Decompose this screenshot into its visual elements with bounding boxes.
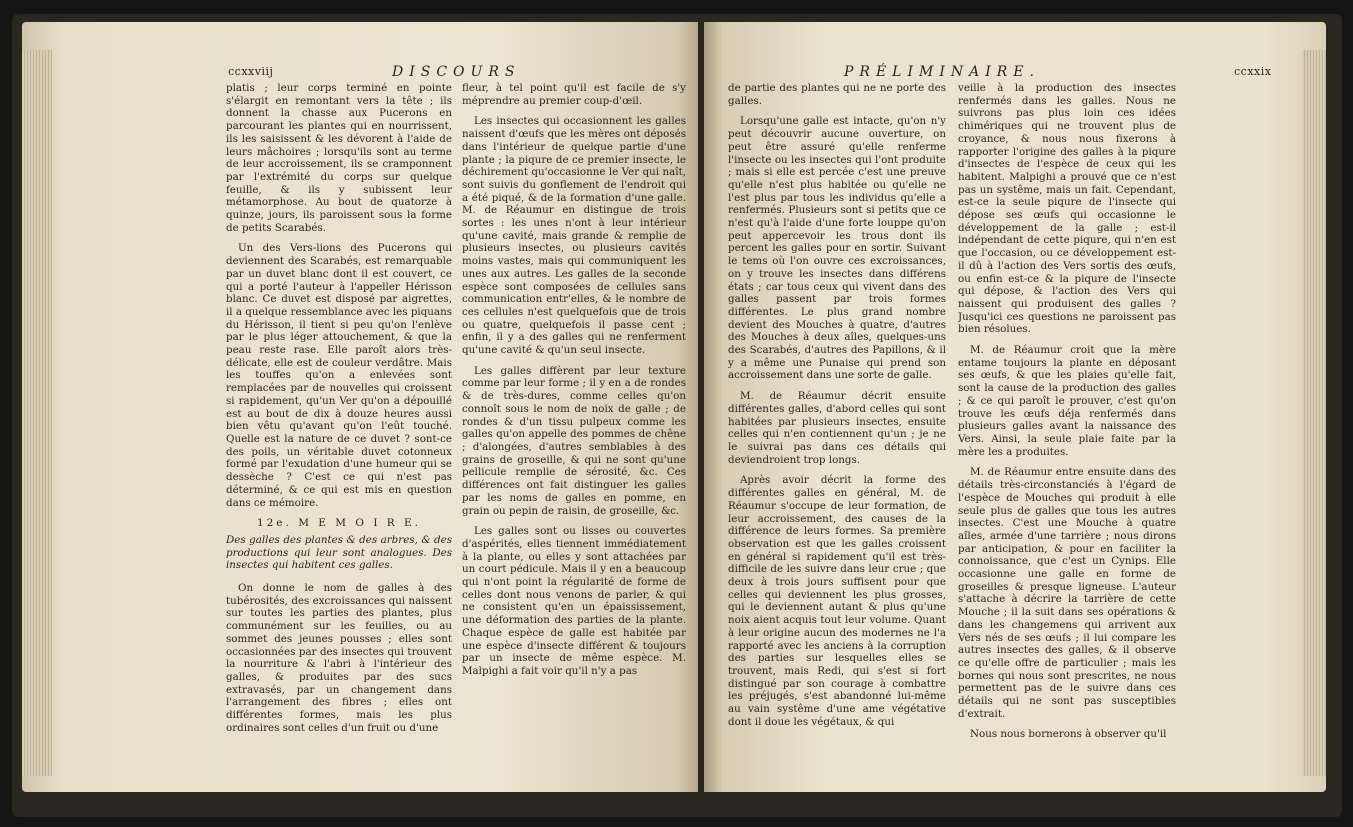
left-page-header (228, 64, 273, 79)
paragraph: M. de Réaumur décrit ensuite différentes galles, d'abord celles qui sont habitées par plusieurs insectes, ensuite celles qui n'en contiennent qu'un ; je ne le suivrai pas dans ces détails qui deviendroient trop longs. (728, 390, 946, 466)
right-running-head-wrap (844, 64, 1040, 80)
section-title: Des galles des plantes & des arbres, & des productions qui leur sont analogues. Des insectes qui habitent ces galles. (226, 533, 452, 572)
paragraph: Les insectes qui occasionnent les galles naissent d'œufs que les mères ont déposés dans l'intérieur de quelque partie d'une plante ; la piqure de ce premier insecte, le déchirement qu'occasionne le Ver qui naît, sont suivis du gonflement de l'endroit qui a été piqué, & de la formation d'une galle. M. de Réaumur en distingue de trois sortes : les unes n'ont à leur intérieur qu'une cavité, mais grande & remplie de plusieurs insectes, ou plusieurs cavités moins vastes, mais qui communiquent les unes aux autres. Les galles de la seconde espèce sont composées de cellules sans communication entr'elles, & le nombre de ces cellules n'est quelquefois que de trois ou quatre, quelquefois il passe cent ; enfin, il y a des galles qui ne renferment qu'une cavité & qu'un seul insecte. (462, 115, 686, 357)
paragraph: platis ; leur corps terminé en pointe s'élargit en remontant vers la tête ; ils donnent la chasse aux Pucerons en parcourant les plantes qui en nourrissent, ils les saisissent & les dévorent à l'aide de leurs mâchoires ; lorsqu'ils sont au terme de leur accroissement, ils se cramponnent par l'extrémité du corps sur quelque feuille, & ils y subissent leur métamorphose. Au bout de quatorze à quinze, jours, ils paroissent sous la forme de petits Scarabés. (226, 82, 452, 234)
paragraph: Après avoir décrit la forme des différentes galles en général, M. de Réaumur s'occupe de leur formation, de leur accroissement, des causes de la différence de leurs formes. Sa première observation est que les galles croissent en général si rapidement qu'il est très-difficile de les suivre dans leur crue ; que deux à trois jours suffisent pour que celles qui deviennent les plus grosses, qui le deviennent autant & plus qu'une noix aient acquis tout leur volume. Quant à leur origine aucun des modernes ne l'a rapporté avec les anciens à la corruption des parties sur lesquelles elles se trouvent, mais Redi, qui s'est si fort distingué par son courage à combattre les préjugés, s'est abandonné lui-même au vain systême d'une ame végétative dont il doue les végétaux, & qui (728, 474, 946, 728)
left-column-2 (462, 82, 686, 782)
paragraph: Un des Vers-lions des Pucerons qui deviennent des Scarabés, est remarquable par un duvet blanc dont il est couvert, ce qui a porté l'auteur à l'appeller Hérisson blanc. Ce duvet est disposé par aigrettes, il a quelque ressemblance avec les piquans du Hérisson, il tient si peu qu'on l'enlève par le plus léger attouchement, & que la peau reste rase. Elle paroît alors très-délicate, elle est de couleur verdâtre. Mais les touffes qu'on a enlevées sont remplacées par de nouvelles qui croissent si rapidement, qu'un Ver qu'on a dépouillé est au bout de dix à douze heures aussi bien vêtu qu'avant qu'on l'eût touché. Quelle est la nature de ce duvet ? sont-ce des poils, un véritable duvet cotonneux formé par l'exudation d'une humeur qui se dessèche ? C'est ce qui n'est pas déterminé, & ce qui est mis en question dans ce mémoire. (226, 242, 452, 509)
right-page (704, 22, 1326, 792)
page-edges-right (1302, 50, 1326, 776)
left-running-head: DISCOURS (392, 64, 521, 80)
paragraph: M. de Réaumur croit que la mère entame toujours la plante en déposant ses œufs, & que les plaies qu'elle fait, sont la cause de la production des galles ; & ce qui paroît le prouver, c'est qu'on trouve les œufs déja renfermés dans plusieurs galles avant la naissance des Vers. Ainsi, la seule plaie faite par la mère les a produites. (958, 344, 1176, 458)
left-page-number: ccxxviij (228, 65, 274, 78)
paragraph: de partie des plantes qui ne ne porte des galles. (728, 82, 946, 107)
left-running-head-wrap (392, 64, 520, 80)
left-column-1 (226, 82, 452, 782)
paragraph: fleur, à tel point qu'il est facile de s'y méprendre au premier coup-d'œil. (462, 82, 686, 107)
page-edges-left (22, 50, 52, 776)
paragraph: M. de Réaumur entre ensuite dans des détails très-circonstanciés à l'égard de l'espèce de Mouches qui produit à elle seule plus de galles que tous les autres insectes. C'est une Mouche à quatre aîles, armée d'une tarrière ; nous dirons par anticipation, & pour en faciliter la connoissance, que c'est un Cynips. Elle occasionne une galle en forme de groseilles & presque ligneuse. L'auteur s'attache à décrire la tarrière de cette Mouche ; il la suit dans ses opérations & dans les changemens qui arrivent aux Vers nés de ses œufs ; il lui compare les autres insectes des galles, & il observe ce qu'elle offre de particulier ; mais les bornes qui nous sont prescrites, ne nous permettent pas de le suivre dans ces détails qui ne sont pas susceptibles d'extrait. (958, 466, 1176, 720)
paragraph: On donne le nom de galles à des tubérosités, des excroissances qui naissent sur toutes les parties des plantes, plus communément sur les feuilles, ou au sommet des jeunes pousses ; elles sont occasionnées par des insectes qui trouvent la nourriture & l'abri à l'intérieur des galles, & produites par des sucs extravasés, par un changement dans l'arrangement des fibres ; elles ont différentes formes, mais les plus ordinaires sont celles d'un fruit ou d'une (226, 582, 452, 734)
paragraph: Les galles diffèrent par leur texture comme par leur forme ; il y en a de rondes & de très-dures, comme celles qu'on connoît sous le nom de noix de galle ; de rondes & d'un tissu pulpeux comme les galles qu'on appelle des pommes de chêne ; d'alongées, d'autres semblables à des grains de groseille, & qui ne sont qu'une pellicule remplie de sérosité, &c. Ces différences ont fait distinguer les galles par les noms de galles en pomme, en grain ou pepin de raisin, de groseille, &c. (462, 364, 686, 517)
section-heading: 12e. M E M O I R E. (256, 517, 422, 530)
right-column-2 (958, 82, 1176, 782)
right-column-1 (728, 82, 946, 782)
right-page-header (1234, 64, 1271, 79)
paragraph: Les galles sont ou lisses ou couvertes d'aspérités, elles tiennent immédiatement à la plante, ou elles y sont attachées par un court pédicule. Mais il y en a beaucoup qui n'ont point la régularité de forme de celles dont nous venons de parler, & qui ne consistent qu'en un épaississement, une déformation des parties de la plante. Chaque espèce de galle est habitée par une espèce d'insecte différent & toujours par un insecte de même espèce. M. Malpighi a fait voir qu'il n'y a pas (462, 525, 686, 677)
left-page (22, 22, 698, 792)
paragraph: Lorsqu'une galle est intacte, qu'on n'y peut découvrir aucune ouverture, on peut être assuré qu'elle renferme l'insecte ou les insectes qui l'ont produite ; mais si elle est percée c'est une preuve qu'elle n'est plus habitée ou qu'elle ne l'est plus par tous les individus qu'elle a renfermés. Plusieurs sont si petits que ce n'est qu'à l'aide d'une forte louppe qu'on peut appercevoir les trous dont ils percent les galles pour en sortir. Suivant le tems où l'on ouvre ces excroissances, on y trouve les insectes dans différens états ; car tous ceux qui vivent dans des galles passent par trois formes différentes. Le plus grand nombre devient des Mouches à quatre, d'autres des Mouches à deux aîles, quelques-uns des Scarabés, d'autres des Papillons, & il y a même une Punaise qui prend son accroissement dans une sorte de galle. (728, 115, 946, 382)
right-page-number: ccxxix (1234, 65, 1272, 78)
paragraph: veille à la production des insectes renfermés dans les galles. Nous ne suivrons pas plus loin ces idées chimériques qui ne trouvent plus de croyance, & nous nous fixerons à rapporter l'origine des galles à la piqure d'insectes de l'espèce de ceux qui les habitent. Malpighi a prouvé que ce n'est pas un systême, mais un fait. Cependant, est-ce la seule piqure de l'insecte qui dépose ses œufs qui occasionne le développement de la galle ; est-il indépendant de cette piqure, qui n'en est que l'occasion, ou ce développement est-il dû à l'action des Vers sortis des œufs, ou enfin est-ce & la piqure de l'insecte qui dépose, & l'action des Vers qui naissent qui produisent des galles ? Jusqu'ici ces questions ne paroissent pas bien résolues. (958, 82, 1176, 336)
right-running-head: PRÉLIMINAIRE. (844, 64, 1040, 80)
paragraph: Nous nous bornerons à observer qu'il (970, 728, 1167, 741)
